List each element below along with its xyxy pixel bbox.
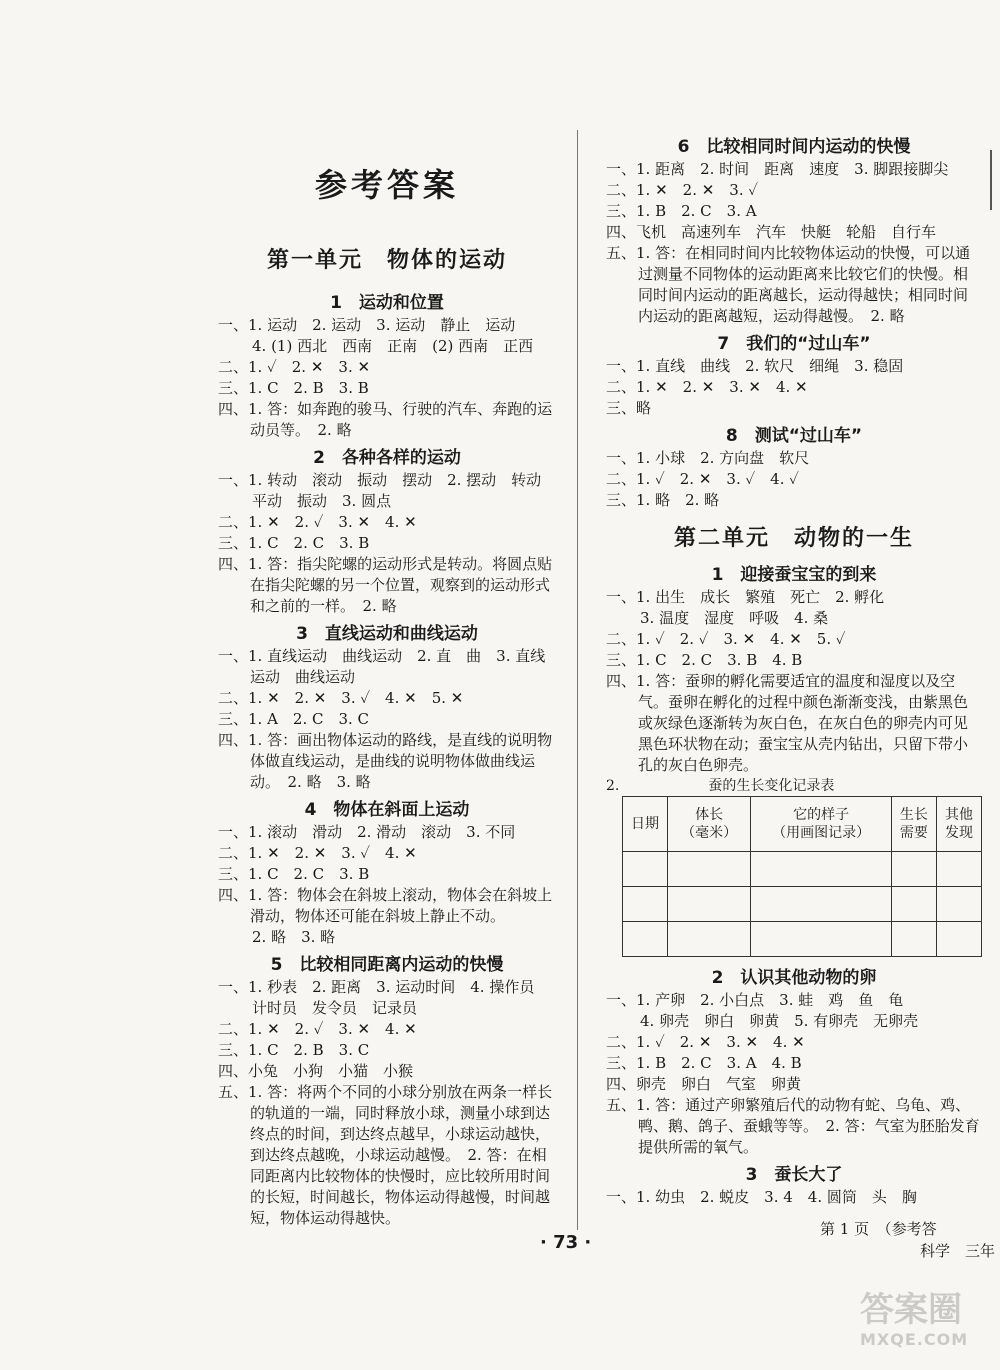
answer-line: 三、1. C 2. B 3. C: [218, 1041, 370, 1059]
answer-line: 四、1. 答：指尖陀螺的运动形式是转动。将圆点贴在指尖陀螺的另一个位置，观察到的运动形式和之前的一样。 2. 略: [218, 555, 553, 615]
answer-line: 三、1. C 2. C 3. B: [218, 534, 370, 552]
table-row: [623, 852, 982, 887]
section-title: 2 各种各样的运动: [313, 448, 461, 468]
record-title: 蚕的生长变化记录表: [708, 778, 835, 794]
answer-line: 一、1. 秒表 2. 距离 3. 运动时间 4. 操作员: [218, 978, 535, 996]
record-table: [622, 796, 982, 957]
answer-line: 三、1. C 2. C 3. B 4. B: [606, 651, 803, 669]
answer-line: 平动 振动 3. 圆点: [252, 492, 392, 510]
footer-text: 第 1 页 （参考答: [820, 1220, 937, 1238]
answer-line: 一、1. 运动 2. 运动 3. 运动 静止 运动: [218, 316, 516, 334]
answer-line: 一、1. 产卵 2. 小白点 3. 蛙 鸡 鱼 龟: [606, 991, 904, 1009]
answer-line: 二、1. ✕ 2. ✕ 3. ✕ 4. ✕: [606, 378, 808, 396]
edge-mark: [990, 150, 992, 210]
answer-line: 4. 卵壳 卵白 卵黄 5. 有卵壳 无卵壳: [640, 1012, 919, 1030]
answer-line: 四、1. 答：画出物体运动的路线，是直线的说明物体做直线运动，是曲线的说明物体做曲线运动。 2. 略 3. 略: [218, 731, 553, 791]
footer-subject: 科学 三年: [920, 1242, 996, 1260]
answer-line: 一、1. 幼虫 2. 蜕皮 3. 4 4. 圆筒 头 胸: [606, 1188, 917, 1206]
answer-line: 一、1. 出生 成长 繁殖 死亡 2. 孵化: [606, 588, 885, 606]
answer-line: 三、1. 略 2. 略: [606, 491, 720, 509]
record-header-cell: 体长 （毫米）: [668, 797, 751, 852]
unit-title-1: 第一单元 物体的运动: [266, 248, 507, 273]
right-sections: [606, 132, 982, 511]
unit-title-2: 第二单元 动物的一生: [673, 526, 914, 551]
record-header-row: [623, 797, 982, 852]
section-title: 1 运动和位置: [330, 293, 444, 313]
answer-line: 三、1. C 2. C 3. B: [218, 865, 370, 883]
section-title: 2 认识其他动物的卵: [711, 968, 877, 988]
answer-line: 4. (1) 西北 西南 正南 (2) 西南 正西: [252, 337, 534, 355]
right-sections-unit2: [606, 560, 982, 776]
record-caption: [606, 776, 982, 796]
answer-line: 四、小兔 小狗 小猫 小猴: [218, 1062, 414, 1080]
table-row: [623, 922, 982, 957]
answer-line: 三、略: [606, 399, 652, 417]
answer-line: 四、1. 答：物体会在斜坡上滚动，物体会在斜坡上滑动，物体还可能在斜坡上静止不动。: [218, 886, 553, 925]
right-column: [606, 130, 982, 1208]
record-header-cell: 它的样子 （用画图记录）: [751, 797, 892, 852]
answer-line: 二、1. ✓ 2. ✕ 3. ✕ 4. ✕: [606, 1033, 805, 1051]
answer-line: 一、1. 直线运动 曲线运动 2. 直 曲 3. 直线运动 曲线运动: [218, 647, 546, 686]
answer-line: 二、1. ✓ 2. ✕ 3. ✓ 4. ✓: [606, 470, 799, 488]
page-number: · 73 ·: [540, 1232, 592, 1253]
answer-line: 2. 略 3. 略: [252, 928, 336, 946]
watermark: [860, 1290, 1000, 1365]
answer-line: 三、1. B 2. C 3. A 4. B: [606, 1054, 802, 1072]
answer-line: 二、1. ✕ 2. ✓ 3. ✕ 4. ✕: [218, 1020, 417, 1038]
left-column: [218, 243, 556, 1229]
record-header-cell: 生长 需要: [891, 797, 936, 852]
answer-line: 一、1. 小球 2. 方向盘 软尺: [606, 449, 810, 467]
section-title: 4 物体在斜面上运动: [304, 800, 470, 820]
answer-line: 一、1. 转动 滚动 振动 摆动 2. 摆动 转动: [218, 471, 542, 489]
answer-line: 四、飞机 高速列车 汽车 快艇 轮船 自行车: [606, 223, 937, 241]
answer-line: 计时员 发令员 记录员: [252, 999, 418, 1017]
answer-line: 3. 温度 湿度 呼吸 4. 桑: [640, 609, 829, 627]
section-title: 6 比较相同时间内运动的快慢: [677, 137, 911, 157]
right-sections-unit2b: [606, 963, 982, 1208]
answer-line: 一、1. 距离 2. 时间 距离 速度 3. 脚跟接脚尖: [606, 160, 949, 178]
watermark-url: MXQE.COM: [860, 1330, 969, 1349]
answer-line: 二、1. ✕ 2. ✕ 3. ✓: [606, 181, 759, 199]
record-header-cell: 其他 发现: [936, 797, 981, 852]
answer-line: 三、1. B 2. C 3. A: [606, 202, 757, 220]
answer-line: 五、1. 答：通过产卵繁殖后代的动物有蛇、乌龟、鸡、鸭、鹅、鸽子、蚕蛾等等。 2. 答：气室为胚胎发育提供所需的氧气。: [606, 1096, 980, 1156]
answer-line: 三、1. C 2. B 3. B: [218, 379, 369, 397]
answer-line: 四、卵壳 卵白 气室 卵黄: [606, 1075, 802, 1093]
answer-line: 四、1. 答：蚕卵的孵化需要适宜的温度和湿度以及空气。蚕卵在孵化的过程中颜色渐渐变浅，由紫黑色或灰绿色逐渐转为灰白色，在灰白色的卵壳内可见黑色环状物在动；蚕宝宝从壳内钻出，只留下带小孔的灰白色卵壳。: [606, 672, 969, 774]
answer-line: 二、1. ✕ 2. ✓ 3. ✕ 4. ✕: [218, 513, 417, 531]
section-title: 7 我们的“过山车”: [717, 334, 871, 354]
record-num: 2.: [606, 778, 620, 794]
section-title: 8 测试“过山车”: [725, 426, 863, 446]
answer-line: 二、1. ✕ 2. ✕ 3. ✓ 4. ✕ 5. ✕: [218, 689, 464, 707]
answer-line: 二、1. ✓ 2. ✓ 3. ✕ 4. ✕ 5. ✓: [606, 630, 846, 648]
section-title: 1 迎接蚕宝宝的到来: [711, 565, 877, 585]
column-divider: [577, 130, 578, 1230]
page-title: 参考答案: [314, 166, 459, 204]
record-header-cell: 日期: [623, 797, 668, 852]
answer-line: 二、1. ✕ 2. ✕ 3. ✓ 4. ✕: [218, 844, 417, 862]
answer-line: 二、1. ✓ 2. ✕ 3. ✕: [218, 358, 371, 376]
section-title: 5 比较相同距离内运动的快慢: [270, 955, 504, 975]
section-title: 3 直线运动和曲线运动: [296, 624, 478, 644]
answer-line: 五、1. 答：将两个不同的小球分别放在两条一样长的轨道的一端，同时释放小球，测量小球到达终点的时间，到达终点越早，小球运动越快，到达终点越晚，小球运动越慢。 2. 答：在相同距离内比较物体的快慢时，应比较所用时间的长短，时间越长，物体运动得越慢，时间越短，物体运动得越快。: [218, 1083, 553, 1227]
answer-line: 四、1. 答：如奔跑的骏马、行驶的汽车、奔跑的运动员等。 2. 略: [218, 400, 553, 439]
section-title: 3 蚕长大了: [745, 1165, 843, 1185]
left-sections: [218, 288, 556, 1229]
answer-line: 三、1. A 2. C 3. C: [218, 710, 370, 728]
table-row: [623, 887, 982, 922]
watermark-logo: 答案圈: [860, 1290, 962, 1330]
answer-line: 五、1. 答：在相同时间内比较物体运动的快慢，可以通过测量不同物体的运动距离来比较它们的快慢。相同时间内运动的距离越长，运动得越快；相同时间内运动的距离越短，运动得越慢。 2. 略: [606, 244, 971, 325]
answer-line: 一、1. 直线 曲线 2. 软尺 细绳 3. 稳固: [606, 357, 904, 375]
answer-line: 一、1. 滚动 滑动 2. 滑动 滚动 3. 不同: [218, 823, 516, 841]
